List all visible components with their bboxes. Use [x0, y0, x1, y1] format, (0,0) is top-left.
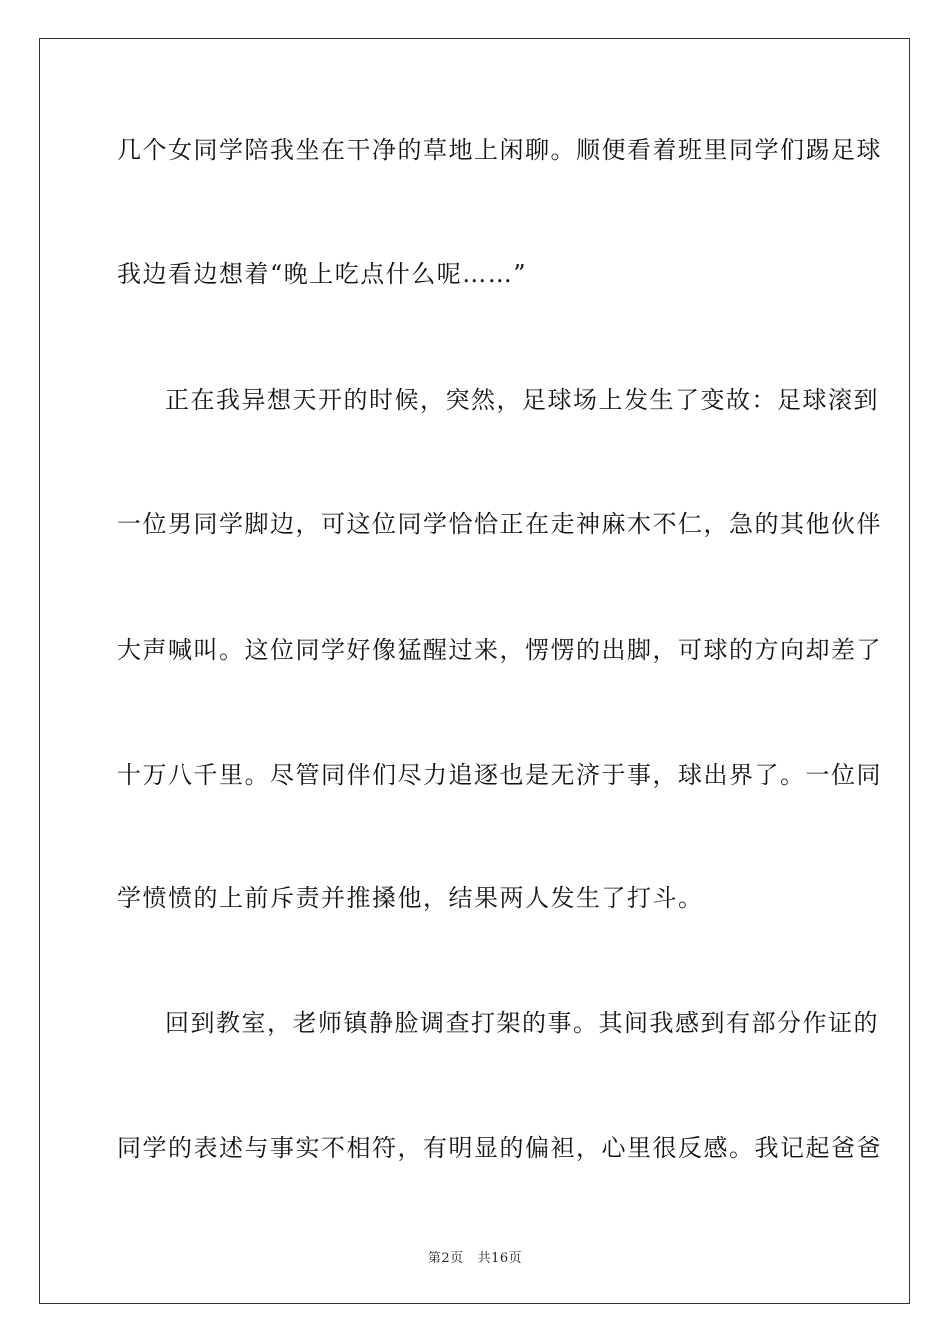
- text-line: 同学的表述与事实不相符，有明显的偏袒，心里很反感。我记起爸爸: [117, 1134, 882, 1162]
- paragraph-start-line: 正在我异想天开的时候，突然，足球场上发生了变故：足球滚到: [165, 386, 879, 414]
- text-line: 大声喊叫。这位同学好像猛醒过来，愣愣的出脚，可球的方向却差了: [117, 636, 882, 664]
- page-border: [39, 38, 910, 1304]
- text-line: 我边看边想着“晚上吃点什么呢……”: [117, 260, 528, 288]
- page-number: 第2页: [427, 1251, 464, 1266]
- text-line: 学愤愤的上前斥责并推搡他，结果两人发生了打斗。: [117, 884, 704, 912]
- page-total: 共16页: [477, 1251, 523, 1266]
- page-footer: [0, 1247, 950, 1266]
- text-line: 十万八千里。尽管同伴们尽力追逐也是无济于事，球出界了。一位同: [117, 761, 882, 789]
- paragraph-start-line: 回到教室，老师镇静脸调查打架的事。其间我感到有部分作证的: [165, 1009, 879, 1037]
- text-line: 一位男同学脚边，可这位同学恰恰正在走神麻木不仁，急的其他伙伴: [117, 510, 882, 538]
- text-line: 几个女同学陪我坐在干净的草地上闲聊。顺便看着班里同学们踢足球: [117, 136, 882, 164]
